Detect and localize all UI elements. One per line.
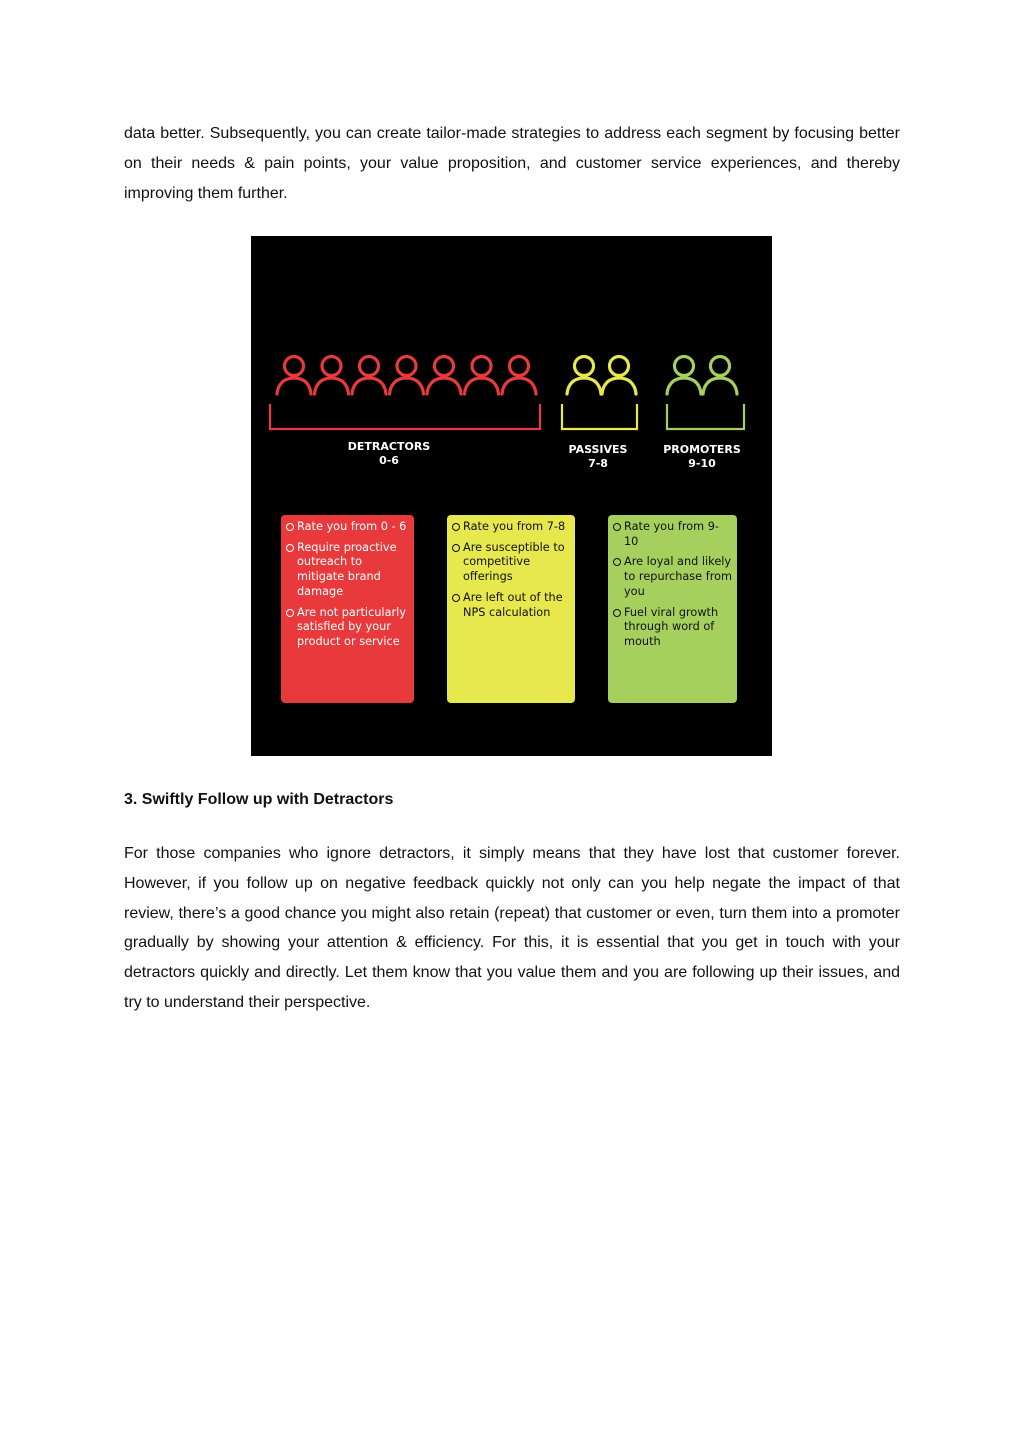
passives-card	[447, 515, 575, 703]
passives-range: 7-8	[588, 457, 608, 470]
promoters-card-item: Fuel viral growth through word of mouth	[612, 606, 733, 650]
promoters-person-icon	[703, 357, 737, 395]
promoters-card-item: Rate you from 9-10	[612, 520, 733, 549]
nps-segments-figure	[251, 236, 772, 756]
passives-bracket	[562, 404, 637, 429]
intro-paragraph: data better. Subsequently, you can create tailor-made strategies to address each segment by focusing better on their needs & pain points, your value proposition, and customer service experiences, and thereby improving them further.	[124, 125, 900, 202]
detractors-bracket	[270, 404, 540, 429]
passives-card-item: Rate you from 7-8	[451, 520, 571, 535]
section-heading: 3. Swiftly Follow up with Detractors	[124, 791, 394, 808]
passives-label	[548, 443, 648, 471]
promoters-name: PROMOTERS	[663, 443, 741, 456]
detractors-range: 0-6	[379, 454, 399, 467]
detractors-person-icon	[427, 357, 461, 395]
detractors-card	[281, 515, 414, 703]
passives-card-item: Are susceptible to competitive offerings	[451, 541, 571, 585]
promoters-card	[608, 515, 737, 703]
detractors-label	[329, 440, 449, 468]
promoters-card-item: Are loyal and likely to repurchase from you	[612, 555, 733, 599]
section-paragraph: For those companies who ignore detractors, it simply means that they have lost that customer forever. However, if you follow up on negative feedback quickly not only can you help negate the impact of that review, there’s a good chance you might also retain (repeat) that customer or even, turn them into a promoter gradually by showing your attention & efficiency. For this, it is essential that you get in touch with your detractors quickly and directly. Let them know that you value them and you are following up their issues, and try to understand their perspective.	[124, 845, 900, 1011]
detractors-person-icon	[315, 357, 349, 395]
detractors-card-item: Are not particularly satisfied by your product or service	[285, 606, 410, 650]
detractors-card-item: Rate you from 0 - 6	[285, 520, 410, 535]
detractors-name: DETRACTORS	[347, 440, 431, 453]
detractors-person-icon	[277, 357, 311, 395]
detractors-card-item: Require proactive outreach to mitigate brand damage	[285, 541, 410, 600]
promoters-bracket	[667, 404, 744, 429]
promoters-range: 9-10	[688, 457, 716, 470]
promoters-label	[652, 443, 752, 471]
passives-card-item: Are left out of the NPS calculation	[451, 591, 571, 620]
passives-person-icon	[567, 357, 601, 395]
detractors-person-icon	[465, 357, 499, 395]
detractors-person-icon	[390, 357, 424, 395]
people-illustration	[251, 236, 772, 436]
passives-person-icon	[602, 357, 636, 395]
detractors-person-icon	[502, 357, 536, 395]
passives-name: PASSIVES	[568, 443, 628, 456]
detractors-person-icon	[352, 357, 386, 395]
promoters-person-icon	[667, 357, 701, 395]
